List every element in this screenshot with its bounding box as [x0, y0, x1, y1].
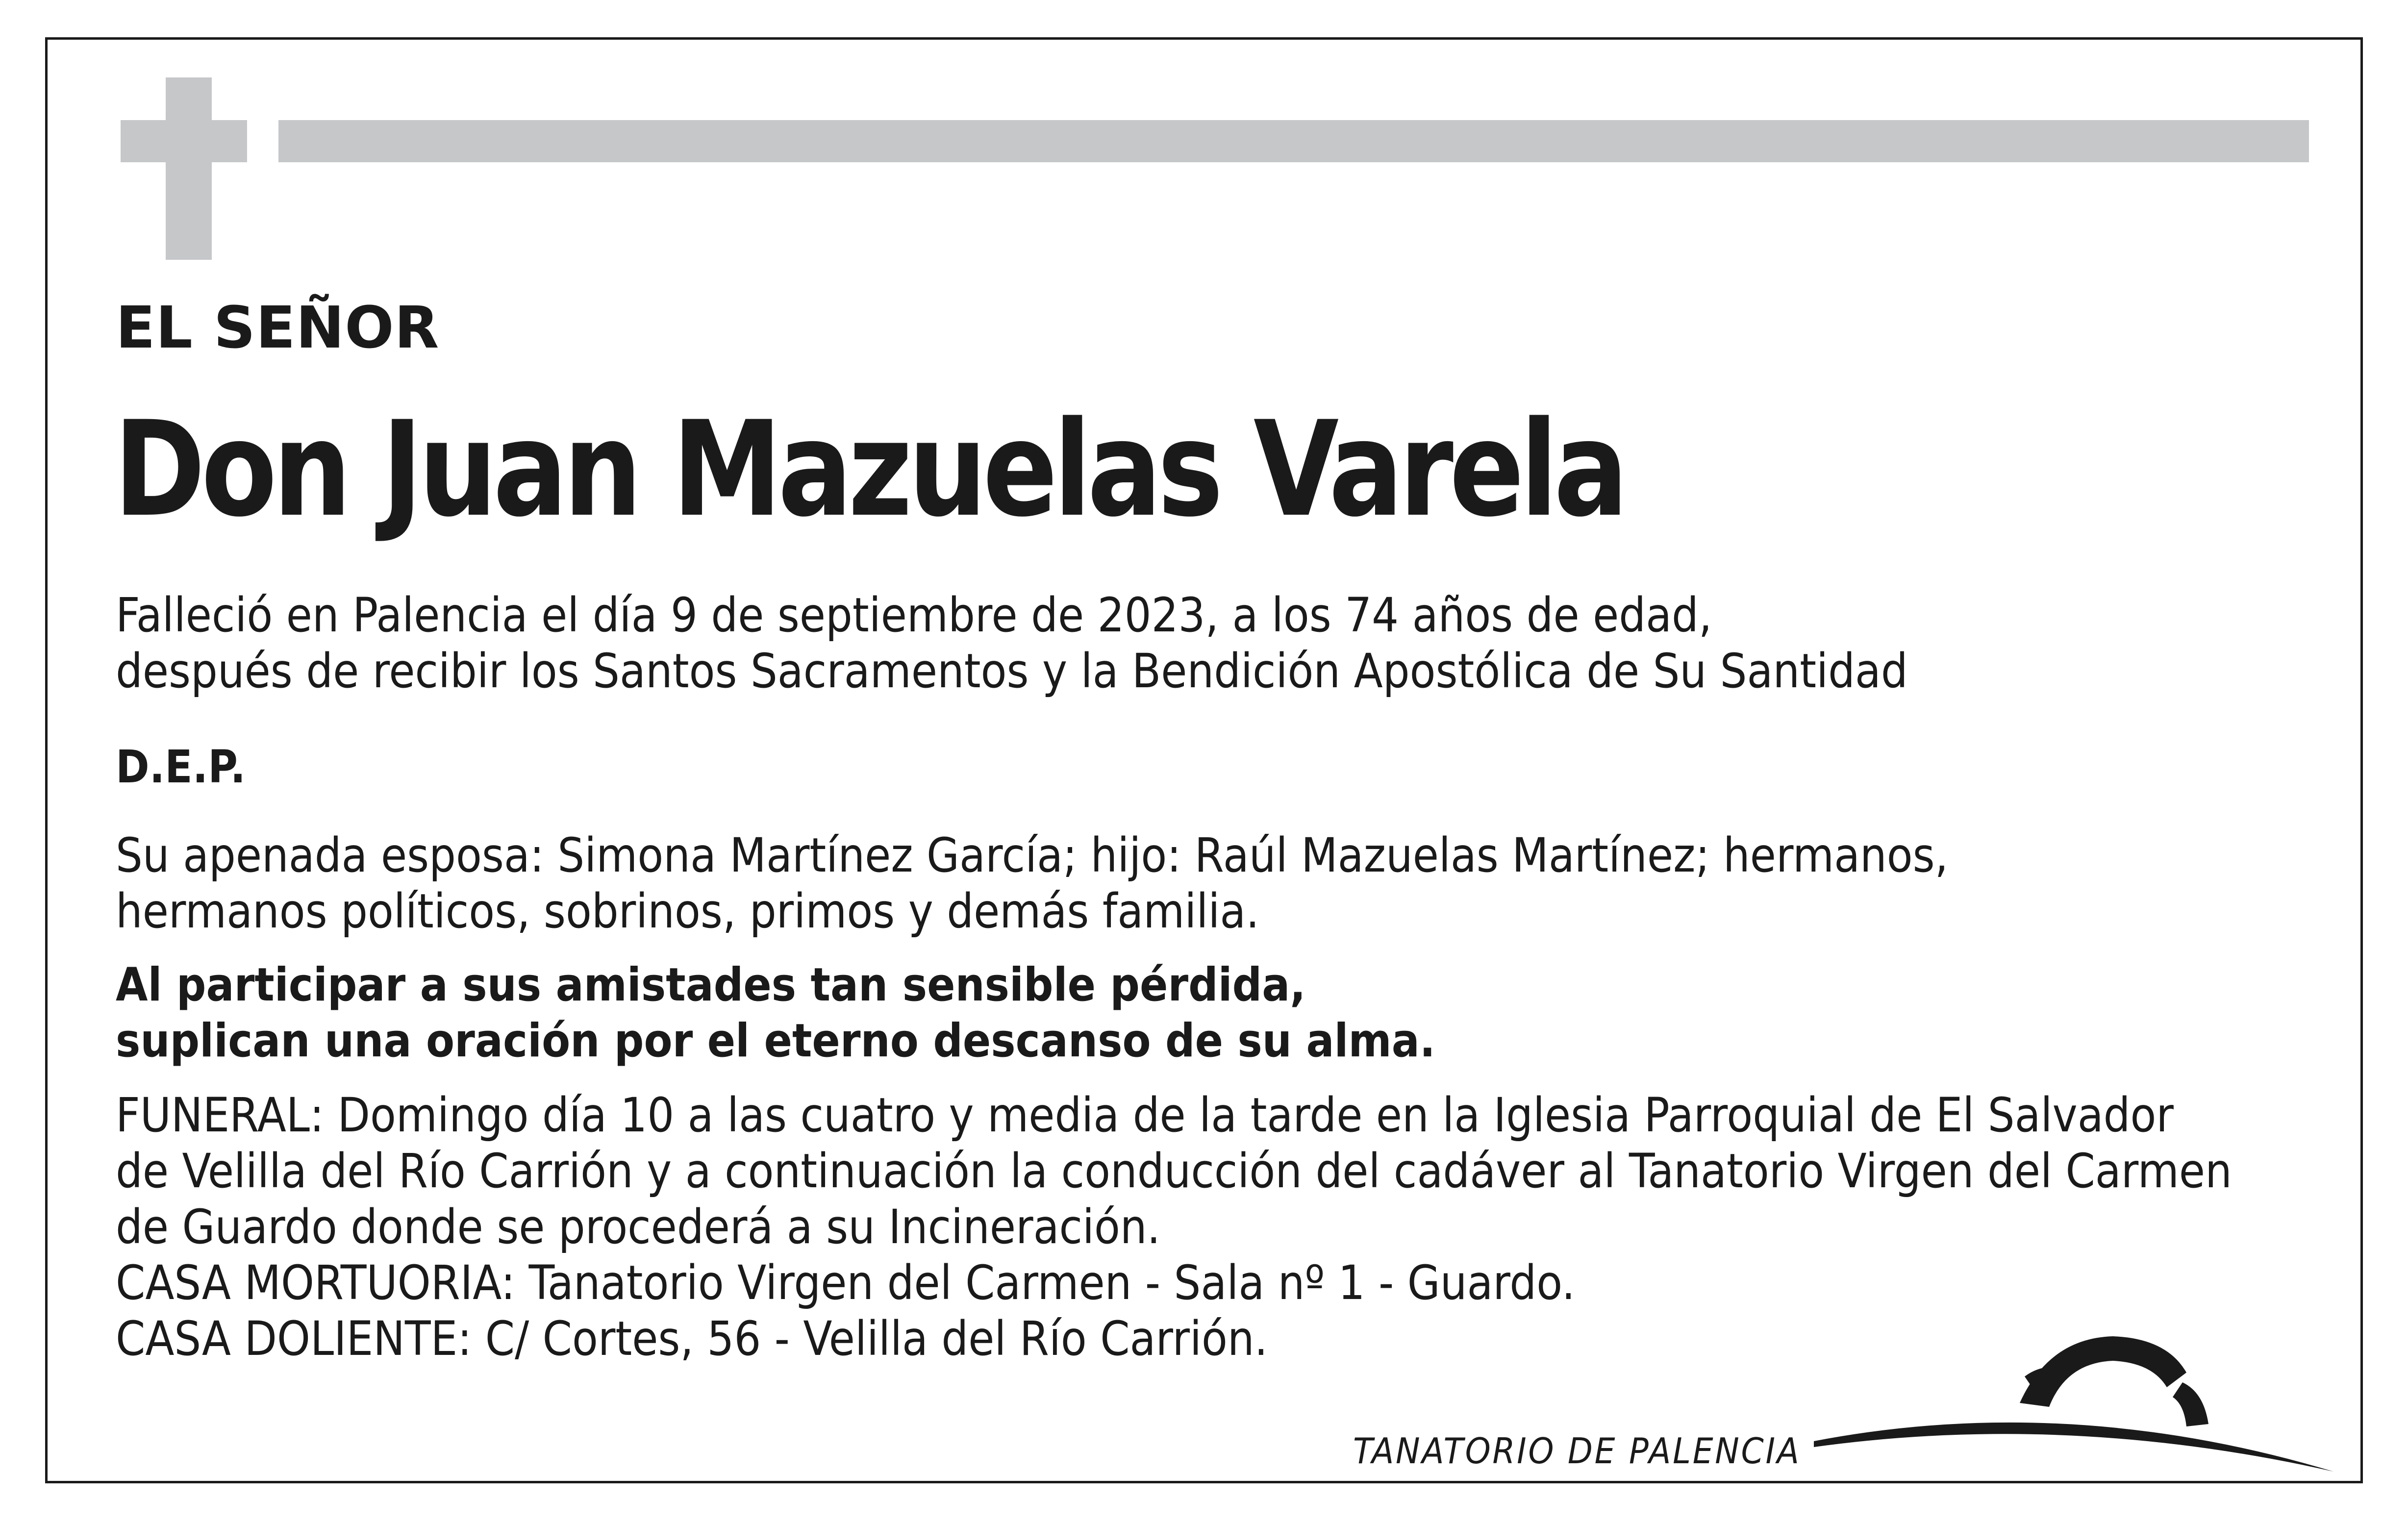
death-line: Falleció en Palencia el día 9 de septiembre de 2023, a los 74 años de edad, — [116, 588, 1712, 643]
cross-icon-vertical — [166, 77, 212, 260]
prayer-line: Al participar a sus amistades tan sensible pérdida, — [116, 958, 1306, 1012]
family-line: Su apenada esposa: Simona Martínez García; hijo: Raúl Mazuelas Martínez; hermanos, — [116, 828, 1949, 883]
funeral-line: CASA DOLIENTE: C/ Cortes, 56 - Velilla del Río Carrión. — [116, 1311, 1268, 1366]
family-line: hermanos políticos, sobrinos, primos y demás familia. — [116, 884, 1259, 939]
header-bar — [278, 120, 2309, 162]
prayer-paragraph — [116, 957, 1435, 1069]
dep-line: D.E.P. — [116, 741, 246, 793]
tanatorio-brand-text: TANATORIO DE PALENCIA — [1353, 1430, 1801, 1472]
funeral-line: de Guardo donde se procederá a su Incineración. — [116, 1200, 1161, 1254]
funeral-line: FUNERAL: Domingo día 10 a las cuatro y media de la tarde en la Iglesia Parroquial de El Salvador — [116, 1088, 2174, 1143]
dep-text — [116, 739, 246, 795]
prayer-line: suplican una oración por el eterno descanso de su alma. — [116, 1014, 1435, 1068]
death-paragraph — [116, 587, 1908, 699]
funeral-line: CASA MORTUORIA: Tanatorio Virgen del Carmen - Sala nº 1 - Guardo. — [116, 1255, 1576, 1310]
obituary-heading: EL SEÑOR — [116, 294, 440, 361]
family-paragraph — [116, 827, 1948, 939]
tanatorio-logo-icon — [1794, 1319, 2333, 1480]
funeral-line: de Velilla del Río Carrión y a continuación la conducción del cadáver al Tanatorio Virgen del Carmen — [116, 1144, 2232, 1199]
deceased-name: Don Juan Mazuelas Varela — [114, 393, 1625, 546]
death-line: después de recibir los Santos Sacramentos y la Bendición Apostólica de Su Santidad — [116, 644, 1908, 699]
cross-icon-horizontal — [121, 120, 247, 162]
